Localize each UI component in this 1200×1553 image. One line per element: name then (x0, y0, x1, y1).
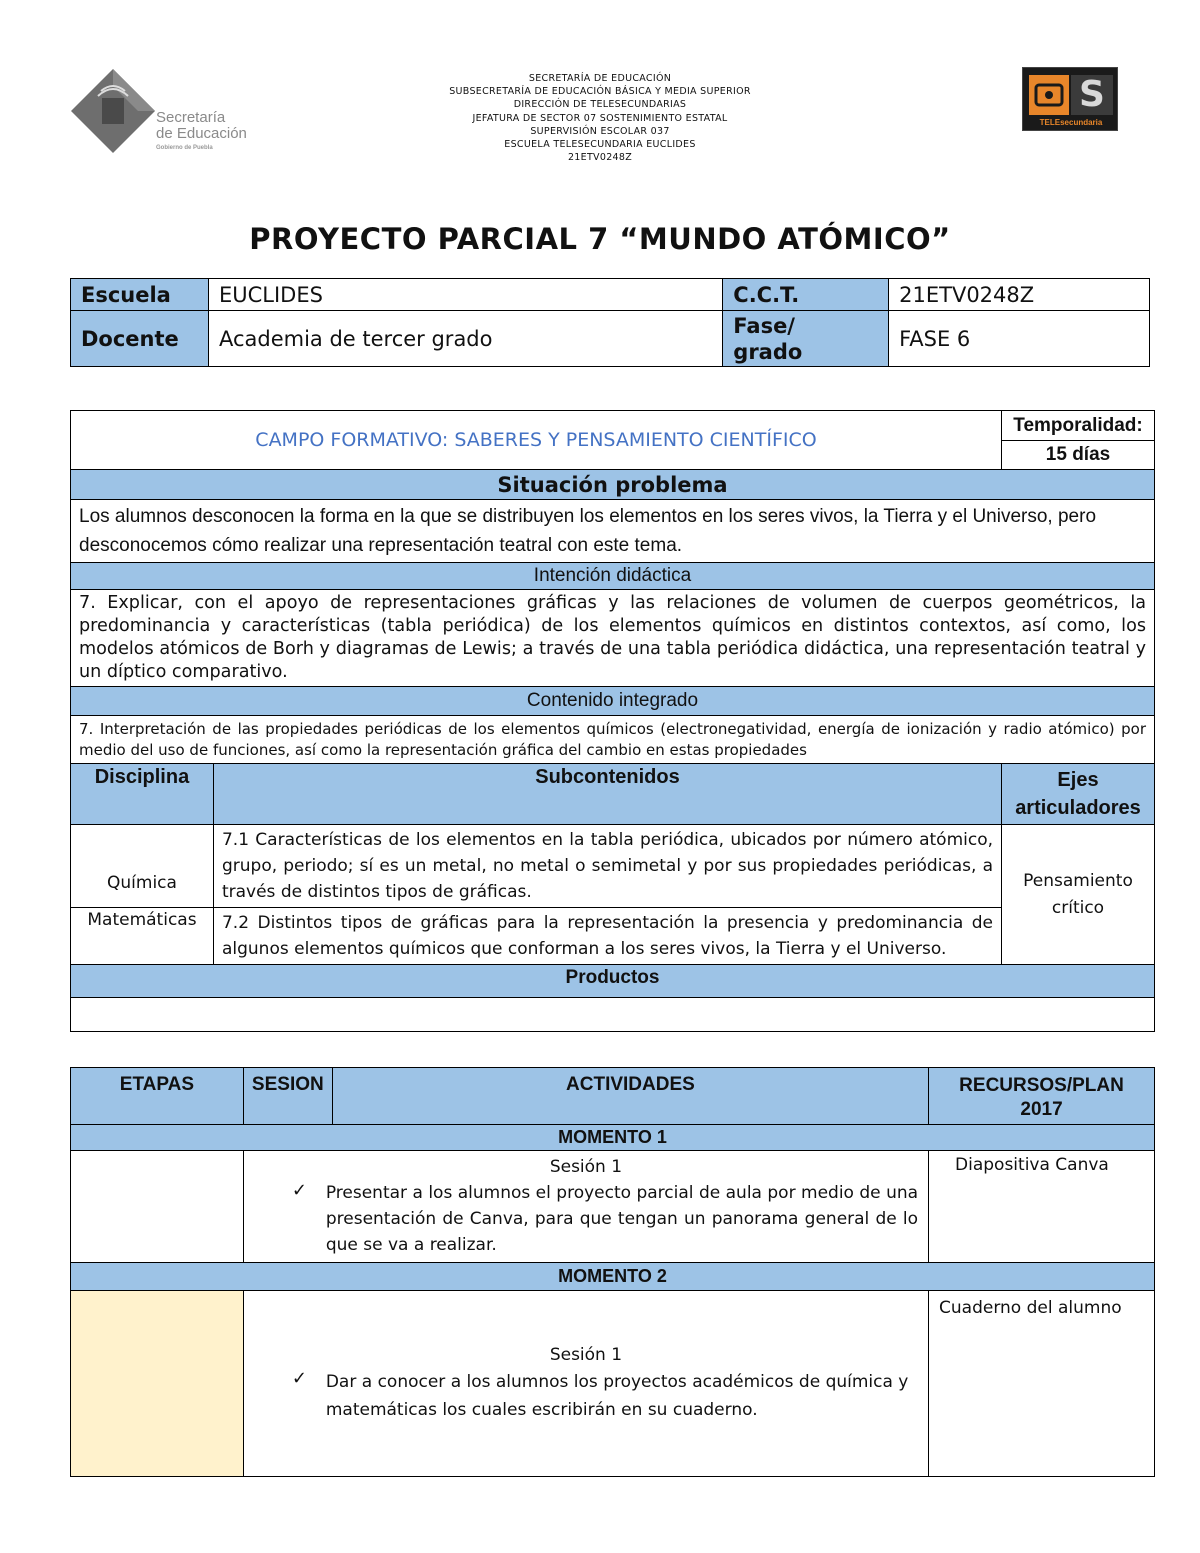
intencion-header: Intención didáctica (71, 563, 1155, 590)
table-row (71, 1291, 1155, 1477)
subcontenido-matematicas: 7.2 Distintos tipos de gráficas para la representación la presencia y predominancia de algunos elementos químicos que conforman a los seres vivos, la Tierra y el Universo. (213, 908, 1001, 965)
situacion-text: Los alumnos desconocen la forma en la que se distribuyen los elementos en los seres vivos, la Tierra y el Universo, pero desconocemos cómo realizar una representación teatral con este tema. (71, 500, 1155, 563)
table-row (71, 1151, 1155, 1263)
telesecundaria-tv-icon (1029, 75, 1069, 115)
fase-label-line2: grado (733, 339, 803, 364)
momento1-activity-cell (243, 1151, 928, 1263)
disciplina-matematicas: Matemáticas (71, 908, 214, 965)
momento2-activity-cell (243, 1291, 928, 1477)
fase-label (723, 311, 889, 367)
header-line: DIRECCIÓN DE TELESECUNDARIAS (513, 99, 687, 111)
momento2-label: MOMENTO 2 (71, 1263, 1155, 1291)
col-sesion: SESION (243, 1068, 332, 1125)
check-icon: ✓ (291, 1180, 307, 1201)
momento2-etapa-cell (71, 1291, 244, 1477)
logo-text-line2: de Educación (156, 125, 247, 142)
disciplina-quimica: Química (71, 825, 214, 908)
logo-text-line3: Gobierno de Puebla (156, 145, 213, 151)
col-actividades: ACTIVIDADES (332, 1068, 928, 1125)
col-disciplina: Disciplina (71, 764, 214, 825)
header-line: SUBSECRETARÍA DE EDUCACIÓN BÁSICA Y MEDIA SUPERIOR (449, 86, 751, 98)
check-icon: ✓ (291, 1368, 307, 1389)
campo-formativo-title: CAMPO FORMATIVO: SABERES Y PENSAMIENTO CIENTÍFICO (71, 411, 1002, 470)
intencion-text: 7. Explicar, con el apoyo de representaciones gráficas y las relaciones de volumen de cuerpos geométricos, la predominancia y características (tabla periódica) de los elementos químicos en distintos contextos, así como, los modelos atómicos de Borh y diagramas de Lewis; a través de una tabla periódica didáctica, una representación teatral y un díptico comparativo. (71, 590, 1155, 687)
momento2-sesion: Sesión 1 (549, 1345, 623, 1365)
info-table (70, 278, 1150, 367)
table-row (71, 825, 1155, 908)
subcontenido-quimica: 7.1 Características de los elementos en la tabla periódica, ubicados por número atómico, grupo, periodo; sí es un metal, no metal o semimetal y por sus propiedades periódicas, a través de distintos tipos de gráficas. (213, 825, 1001, 908)
cct-value: 21ETV0248Z (889, 279, 1150, 311)
momento1-label: MOMENTO 1 (71, 1125, 1155, 1151)
docente-value: Academia de tercer grado (208, 311, 722, 367)
secretaria-emblem-icon (68, 66, 158, 156)
header-line: SUPERVISIÓN ESCOLAR 037 (530, 125, 670, 137)
campo-table (70, 410, 1155, 1032)
fase-label-line1: Fase/ (733, 313, 795, 338)
temporalidad-label: Temporalidad: (1002, 411, 1155, 441)
header-line: JEFATURA DE SECTOR 07 SOSTENIMIENTO ESTATAL (472, 112, 728, 124)
secretaria-logo (68, 66, 268, 156)
page-title: PROYECTO PARCIAL 7 “MUNDO ATÓMICO” (249, 222, 951, 256)
header-line: ESCUELA TELESECUNDARIA EUCLIDES (504, 139, 696, 151)
temporalidad-value: 15 días (1002, 441, 1155, 470)
situacion-header: Situación problema (71, 470, 1155, 500)
escuela-label: Escuela (71, 279, 209, 311)
momento1-recurso: Diapositiva Canva (929, 1151, 1155, 1263)
ejes-value: Pensamiento crítico (1002, 825, 1155, 965)
momento1-sesion: Sesión 1 (549, 1157, 623, 1177)
institution-header (380, 72, 820, 164)
contenido-text: 7. Interpretación de las propiedades periódicas de los elementos químicos (electronegatividad, energía de ionización y radio atómico) por medio del uso de funciones, así como la representación gráfica del cambio en estas propiedades (71, 716, 1155, 764)
momento2-actividad: Dar a conocer a los alumnos los proyectos académicos de química y matemáticas los cuales escribirán en su cuaderno. (325, 1372, 909, 1420)
col-etapas: ETAPAS (71, 1068, 244, 1125)
productos-header: Productos (71, 965, 1155, 998)
etapas-table (70, 1067, 1155, 1477)
col-subcontenidos: Subcontenidos (213, 764, 1001, 825)
col-ejes: Ejes articuladores (1002, 764, 1155, 825)
momento1-actividad: Presentar a los alumnos el proyecto parcial de aula por medio de una presentación de Canva, para que tengan un panorama general de lo que se va a realizar. (325, 1183, 919, 1255)
logo-text-line1: Secretaría (156, 109, 226, 126)
list-item (292, 1368, 918, 1424)
header-line: SECRETARÍA DE EDUCACIÓN (528, 73, 672, 84)
table-row (71, 908, 1155, 965)
header-line: 21ETV0248Z (567, 152, 633, 164)
escuela-value: EUCLIDES (208, 279, 722, 311)
cct-label: C.C.T. (723, 279, 889, 311)
col-recursos: RECURSOS/PLAN 2017 (929, 1068, 1155, 1125)
telesecundaria-letter: S (1071, 75, 1113, 115)
fase-value: FASE 6 (889, 311, 1150, 367)
docente-label: Docente (71, 311, 209, 367)
telesecundaria-caption: TELEsecundaria (1039, 118, 1103, 127)
telesecundaria-logo (1022, 67, 1118, 131)
productos-value (71, 998, 1155, 1032)
contenido-header: Contenido integrado (71, 687, 1155, 716)
list-item (292, 1180, 918, 1258)
momento2-recurso: Cuaderno del alumno (929, 1291, 1155, 1477)
momento1-etapa-cell (71, 1151, 244, 1263)
